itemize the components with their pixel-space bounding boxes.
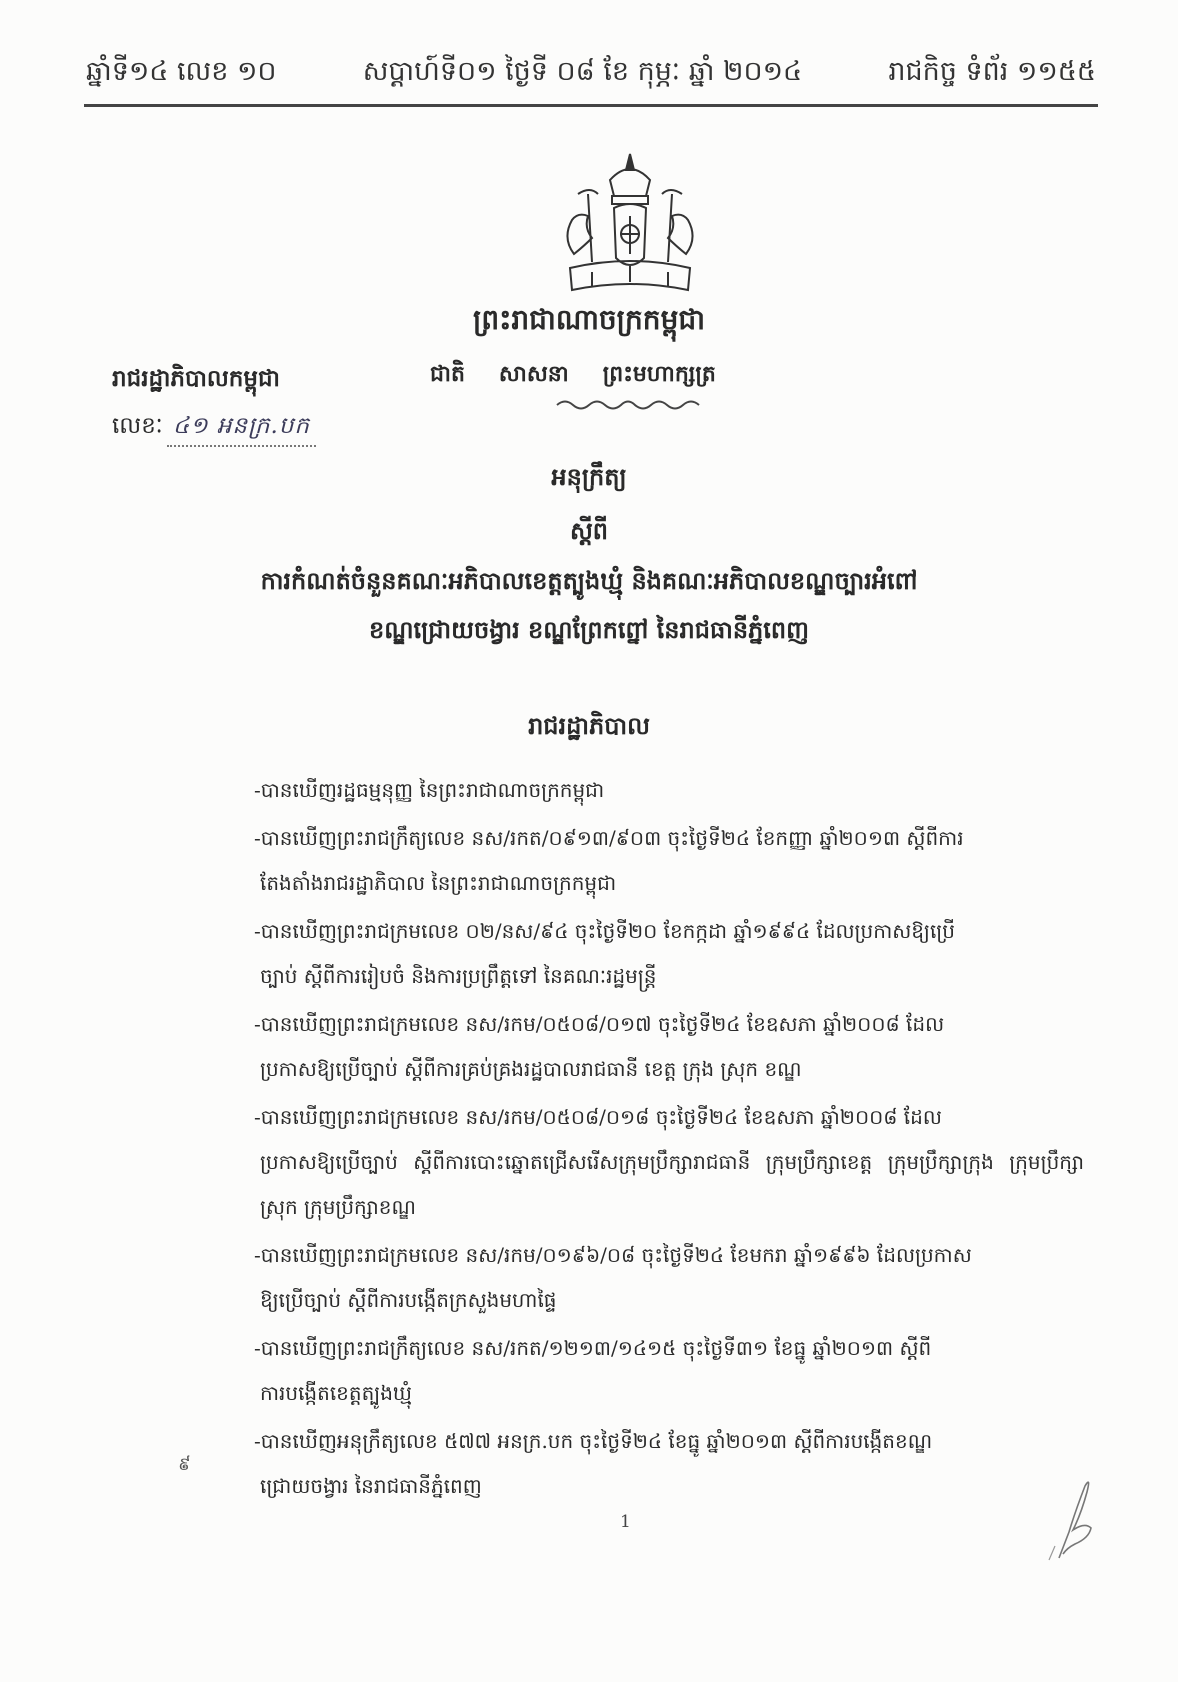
national-motto — [430, 360, 716, 392]
document-title-line-1: ការកំណត់ចំនួនគណៈអភិបាលខេត្តត្បូងឃ្មុំ និងគណៈអភិបាលខណ្ឌច្បារអំពៅ — [260, 566, 918, 595]
consideration-line: -បានឃើញព្រះរាជក្រឹត្យលេខ នស/រកត/០៩១៣/៩០៣ ចុះថ្ងៃទី២៤ ខែកញ្ញា ឆ្នាំ២០១៣ ស្តីពីការ — [254, 826, 964, 850]
consideration-item — [254, 909, 1084, 999]
consideration-line: -បានឃើញព្រះរាជក្រមលេខ នស/រកម/០៥០៨/០១៧ ចុះថ្ងៃទី២៤ ខែឧសភា ឆ្នាំ២០០៨ ដែល — [254, 1012, 945, 1036]
signature-initials-icon — [1045, 1472, 1105, 1562]
motto-king: ព្រះមហាក្សត្រ — [602, 361, 716, 387]
consideration-item — [254, 1326, 1084, 1416]
consideration-continuation: ការបង្កើតខេត្តត្បូងឃ្មុំ — [260, 1381, 412, 1405]
document-about: ស្តីពី — [569, 516, 609, 545]
gazette-page-ref: រាជកិច្ច ទំព័រ ១១៥៥ — [888, 56, 1096, 87]
page-number: 1 — [620, 1512, 631, 1532]
gazette-date: សប្តាហ៍ទី០១ ថ្ងៃទី ០៨ ខែ កុម្ភៈ ឆ្នាំ ២០១៤ — [362, 56, 803, 87]
consideration-item — [254, 1095, 1084, 1230]
document-title-line-2: ខណ្ឌជ្រោយចង្វារ ខណ្ឌព្រែកព្នៅ នៃរាជធានីភ្នំពេញ — [369, 615, 809, 644]
reference-line — [112, 412, 316, 447]
header-rule — [84, 104, 1098, 107]
consideration-line: -បានឃើញព្រះរាជក្រមលេខ ០២/នស/៩៤ ចុះថ្ងៃទី២០ ខែកក្កដា ឆ្នាំ១៩៩៤ ដែលប្រកាសឱ្យប្រើ — [254, 919, 955, 943]
consideration-line: -បានឃើញព្រះរាជក្រមលេខ នស/រកម/០១៩៦/០៨ ចុះថ្ងៃទី២៤ ខែមករា ឆ្នាំ១៩៩៦ ដែលប្រកាស — [254, 1243, 972, 1267]
consideration-continuation: ប្រកាសឱ្យប្រើច្បាប់ ស្តីពីការបោះឆ្នោតជ្រើសរើសក្រុមប្រឹក្សារាជធានី ក្រុមប្រឹក្សាខេត្ត ក្រុមប្រឹក្សាក្រុង ក្រុមប្រឹក្សាស្រុក ក្រុមប្រឹក្សាខណ្ឌ — [260, 1150, 1084, 1219]
consideration-continuation: តែងតាំងរាជរដ្ឋាភិបាល នៃព្រះរាជាណាចក្រកម្ពុជា — [260, 871, 617, 895]
consideration-continuation: ប្រកាសឱ្យប្រើច្បាប់ ស្តីពីការគ្រប់គ្រងរដ្ឋបាលរាជធានី ខេត្ត ក្រុង ស្រុក ខណ្ឌ — [260, 1057, 802, 1081]
ornament-divider-icon — [555, 398, 701, 412]
gazette-header — [86, 55, 1096, 94]
reference-number: ៤១ អនក្រ.បក — [167, 412, 316, 447]
issuing-body-name: រាជរដ្ឋាភិបាលកម្ពុជា — [112, 365, 280, 392]
kingdom-name: ព្រះរាជាណាចក្រកម្ពុជា — [472, 303, 705, 336]
motto-nation: ជាតិ — [430, 361, 465, 387]
consideration-line: -បានឃើញព្រះរាជក្រឹត្យលេខ នស/រកត/១២១៣/១៤១៥ ចុះថ្ងៃទី៣១ ខែធ្នូ ឆ្នាំ២០១៣ ស្តីពី — [254, 1336, 932, 1360]
motto-religion: សាសនា — [498, 361, 569, 387]
royal-coat-of-arms-icon — [548, 150, 713, 300]
consideration-item — [254, 768, 1084, 813]
reference-label: លេខៈ — [112, 413, 163, 439]
consideration-line: -បានឃើញអនុក្រឹត្យលេខ ៥៧៧ អនក្រ.បក ចុះថ្ងៃទី២៤ ខែធ្នូ ឆ្នាំ២០១៣ ស្តីពីការបង្កើតខណ្ឌ — [254, 1429, 933, 1453]
consideration-continuation: ជ្រោយចង្វារ នៃរាជធានីភ្នំពេញ — [260, 1474, 482, 1498]
consideration-item — [254, 1419, 1084, 1509]
consideration-item — [254, 816, 1084, 906]
consideration-continuation: ច្បាប់ ស្តីពីការរៀបចំ និងការប្រព្រឹត្តទៅ នៃគណៈរដ្ឋមន្ត្រី — [260, 964, 657, 988]
consideration-line: -បានឃើញព្រះរាជក្រមលេខ នស/រកម/០៥០៨/០១៨ ចុះថ្ងៃទី២៤ ខែឧសភា ឆ្នាំ២០០៨ ដែល — [254, 1105, 942, 1129]
gazette-year-issue: ឆ្នាំទី១៤ លេខ ១០ — [86, 56, 277, 87]
margin-mark: ៩ — [178, 1454, 191, 1475]
consideration-item — [254, 1233, 1084, 1323]
issuer-heading: រាជរដ្ឋាភិបាល — [528, 711, 650, 740]
considerations-list — [254, 768, 1084, 1512]
consideration-line: -បានឃើញរដ្ឋធម្មនុញ្ញ នៃព្រះរាជាណាចក្រកម្ពុជា — [254, 778, 605, 802]
consideration-item — [254, 1002, 1084, 1092]
consideration-continuation: ឱ្យប្រើច្បាប់ ស្តីពីការបង្កើតក្រសួងមហាផ្ទៃ — [260, 1288, 557, 1312]
document-type: អនុក្រឹត្យ — [551, 462, 627, 491]
